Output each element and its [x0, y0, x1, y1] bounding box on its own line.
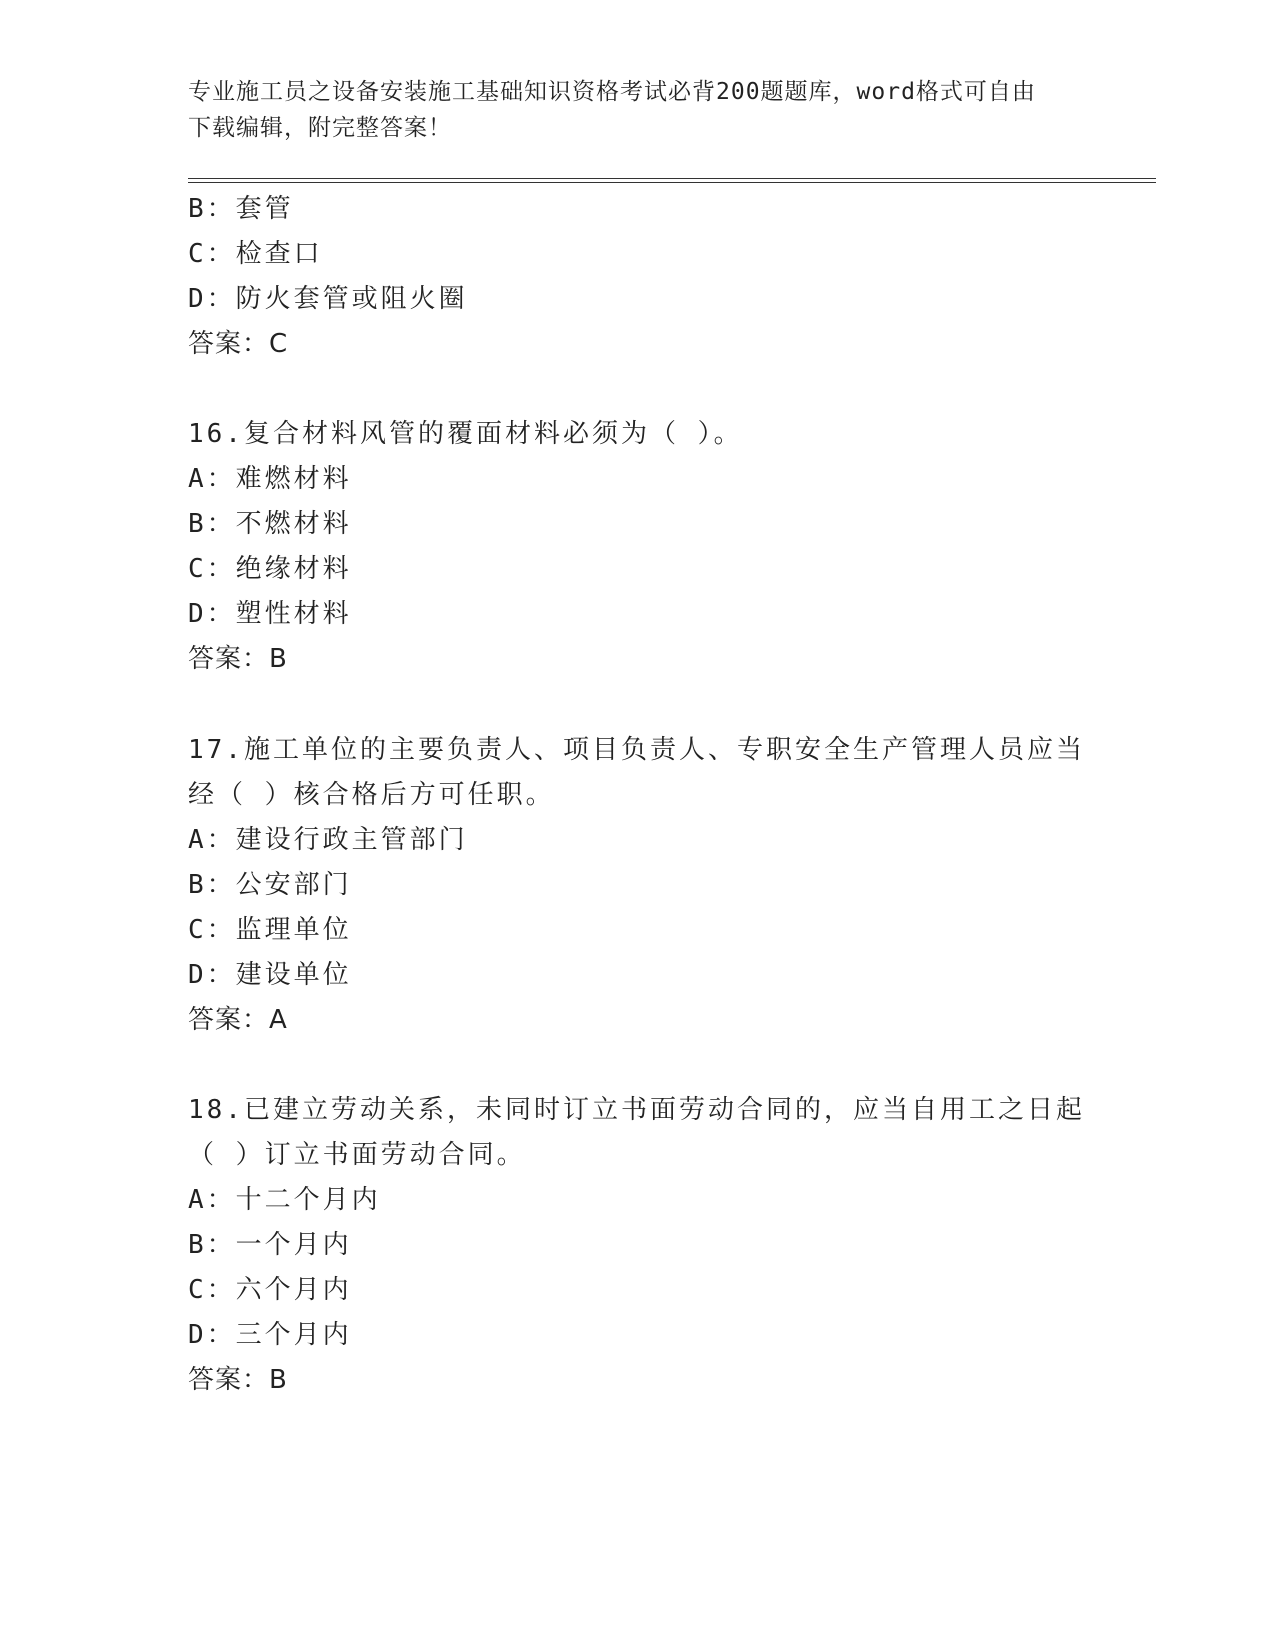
q18-question-line-2: （ ）订立书面劳动合同。 — [188, 1140, 526, 1170]
q16-option-b: B：不燃材料 — [188, 509, 352, 539]
q15-option-d: D：防火套管或阻火圈 — [188, 284, 468, 314]
q16-answer: 答案：B — [188, 644, 288, 674]
header-divider-top — [188, 178, 1156, 179]
q17-question-line-2: 经（ ）核合格后方可任职。 — [188, 780, 555, 810]
q18-question-line-1: 18.已建立劳动关系，未同时订立书面劳动合同的，应当自用工之日起 — [188, 1095, 1085, 1125]
q15-answer: 答案：C — [188, 329, 289, 359]
document-header — [188, 74, 1088, 146]
q16-question: 16.复合材料风管的覆面材料必须为（ ）。 — [188, 419, 743, 449]
q17-option-a: A：建设行政主管部门 — [188, 825, 468, 855]
header-line-1: 专业施工员之设备安装施工基础知识资格考试必背200题题库，word格式可自由 — [188, 79, 1036, 105]
q18-option-d: D：三个月内 — [188, 1320, 352, 1350]
q17-option-c: C：监理单位 — [188, 915, 352, 945]
q18-option-b: B：一个月内 — [188, 1230, 352, 1260]
q16-option-a: A：难燃材料 — [188, 464, 352, 494]
q18-option-c: C：六个月内 — [188, 1275, 352, 1305]
q16-option-c: C：绝缘材料 — [188, 554, 352, 584]
q17-option-b: B：公安部门 — [188, 870, 352, 900]
q15-option-b: B：套管 — [188, 194, 294, 224]
q18-option-a: A：十二个月内 — [188, 1185, 381, 1215]
q17-option-d: D：建设单位 — [188, 960, 352, 990]
q17-question-line-1: 17.施工单位的主要负责人、项目负责人、专职安全生产管理人员应当 — [188, 735, 1085, 765]
q16-option-d: D：塑性材料 — [188, 599, 352, 629]
q15-option-c: C：检查口 — [188, 239, 323, 269]
q17-answer: 答案：A — [188, 1005, 288, 1035]
header-divider-bottom — [188, 182, 1156, 183]
q18-answer: 答案：B — [188, 1365, 288, 1395]
header-line-2: 下载编辑，附完整答案！ — [188, 115, 452, 141]
